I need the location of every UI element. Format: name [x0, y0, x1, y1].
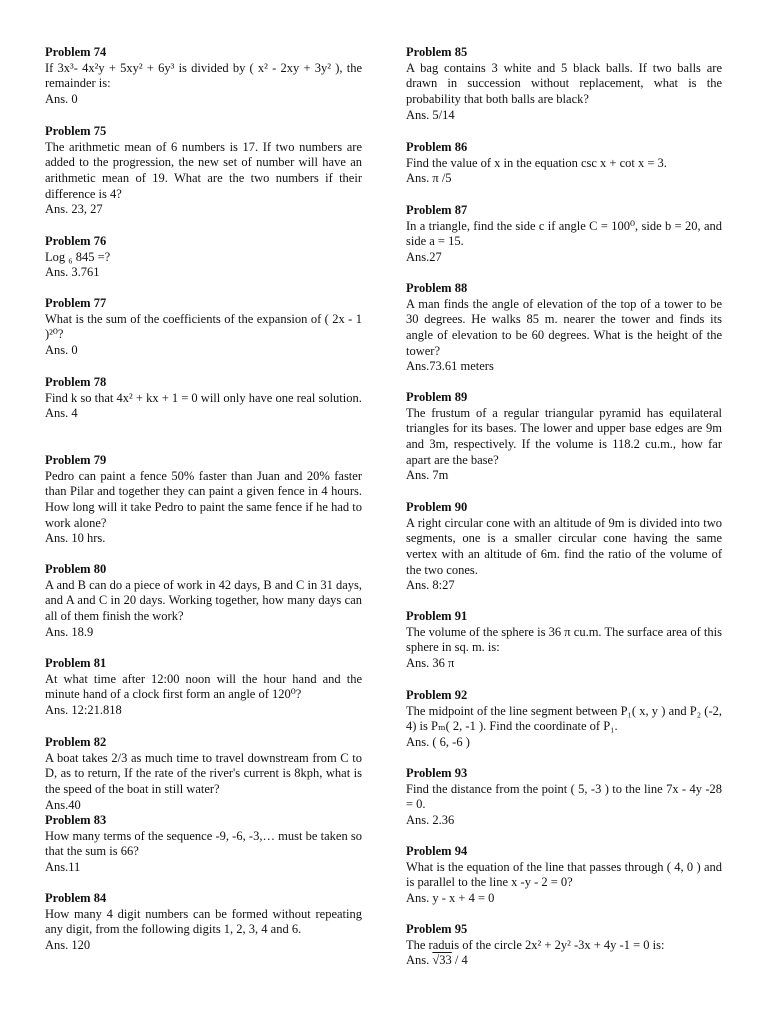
- problem-text: The arithmetic mean of 6 numbers is 17. If two numbers are added to the progression, the new set of number will have an arithmetic mean of 19. What are the two numbers if their difference is 4?: [45, 139, 362, 201]
- problem-title: Problem 93: [406, 766, 468, 780]
- problem-answer: Ans. 23, 27: [45, 202, 103, 217]
- problem-text: The frustum of a regular triangular pyramid has equilateral triangles for its bases. The lower and upper base edges are 9m and 3m, respectively. If the volume is 118.2 cu.m., how far apart are the base?: [406, 405, 722, 467]
- problem-text: A right circular cone with an altitude of 9m is divided into two segments, one is a smaller circular cone having the same vertex with an altitude of 6m. find the ratio of the volume of the two cones.: [406, 515, 722, 577]
- problem-83: [45, 813, 362, 876]
- problem-title: Problem 85: [406, 45, 468, 59]
- problem-answer: [406, 953, 722, 969]
- problem-title: Problem 95: [406, 922, 468, 936]
- problem-80: [45, 562, 362, 640]
- problem-text: What is the sum of the coefficients of the expansion of ( 2x - 1 )²⁰?: [45, 311, 362, 342]
- problem-answer: Ans.27: [406, 249, 442, 264]
- problem-text: A boat takes 2/3 as much time to travel downstream from C to D, as to return, If the rate of the river's current is 8kph, what is the speed of the boat in still water?: [45, 750, 362, 796]
- problem-answer: Ans. 4: [45, 406, 78, 421]
- problem-76: [45, 234, 362, 281]
- problem-text: In a triangle, find the side c if angle C = 100⁰, side b = 20, and side a = 15.: [406, 218, 722, 249]
- problem-75: [45, 124, 362, 218]
- problem-answer: Ans. 120: [45, 937, 91, 952]
- problem-91: [406, 609, 722, 672]
- answer-suffix: / 4: [451, 953, 468, 968]
- problem-text: Log ₆ 845 =?: [45, 249, 111, 264]
- problem-text: Find k so that 4x² + kx + 1 = 0 will only have one real solution.: [45, 390, 362, 405]
- answer-prefix: Ans.: [406, 953, 433, 968]
- problem-title: Problem 86: [406, 140, 468, 154]
- problem-text: If 3x³- 4x²y + 5xy² + 6y³ is divided by ( x² - 2xy + 3y² ), the remainder is:: [45, 60, 362, 91]
- problem-answer: Ans. 2.36: [406, 812, 455, 827]
- problem-78: [45, 375, 362, 422]
- problem-87: [406, 203, 722, 266]
- problem-answer: Ans. 10 hrs.: [45, 531, 106, 546]
- problem-title: Problem 83: [45, 813, 107, 827]
- problem-title: Problem 74: [45, 45, 107, 59]
- problem-81: [45, 656, 362, 719]
- problem-answer: Ans. 36 π: [406, 655, 455, 670]
- problem-answer: Ans. 8:27: [406, 578, 455, 593]
- problem-title: Problem 77: [45, 296, 107, 310]
- problem-title: Problem 80: [45, 562, 107, 576]
- problem-95: [406, 922, 722, 969]
- problem-86: [406, 140, 722, 187]
- problem-text: How many terms of the sequence -9, -6, -3,… must be taken so that the sum is 66?: [45, 828, 362, 859]
- problem-text: Find the distance from the point ( 5, -3 ) to the line 7x - 4y -28 = 0.: [406, 781, 722, 812]
- problem-answer: Ans. 0: [45, 342, 78, 357]
- answer-radical: √33: [432, 953, 452, 968]
- problem-89: [406, 390, 722, 484]
- problem-title: Problem 81: [45, 656, 107, 670]
- problem-text: What is the equation of the line that passes through ( 4, 0 ) and is parallel to the line x -y - 2 = 0?: [406, 859, 722, 890]
- problem-answer: Ans. 12:21.818: [45, 702, 122, 717]
- problem-answer: Ans. 18.9: [45, 624, 94, 639]
- problem-title: Problem 94: [406, 844, 468, 858]
- problem-title: Problem 75: [45, 124, 107, 138]
- problem-74: [45, 45, 362, 108]
- problem-text: The midpoint of the line segment between P₁( x, y ) and P₂ (-2, 4) is Pₘ( 2, -1 ). Find the coordinate of P₁.: [406, 703, 722, 734]
- problem-text: A man finds the angle of elevation of the top of a tower to be 30 degrees. He walks 85 m. nearer the tower and finds its angle of elevation to be 60 degrees. What is the height of the tower?: [406, 296, 722, 358]
- problem-94: [406, 844, 722, 907]
- problem-answer: Ans. 0: [45, 91, 78, 106]
- problem-85: [406, 45, 722, 123]
- problem-text: A bag contains 3 white and 5 black balls. If two balls are drawn in succession without replacement, what is the probability that both balls are black?: [406, 60, 722, 106]
- problem-82: [45, 735, 362, 813]
- problem-title: Problem 78: [45, 375, 107, 389]
- problem-answer: Ans. 7m: [406, 468, 449, 483]
- problem-title: Problem 91: [406, 609, 468, 623]
- problem-title: Problem 89: [406, 390, 468, 404]
- problem-answer: Ans. 3.761: [45, 265, 100, 280]
- problem-title: Problem 90: [406, 500, 468, 514]
- problem-answer: Ans.73.61 meters: [406, 359, 494, 374]
- problem-text: How many 4 digit numbers can be formed without repeating any digit, from the following digits 1, 2, 3, 4 and 6.: [45, 906, 362, 937]
- problem-text: The volume of the sphere is 36 π cu.m. The surface area of this sphere in sq. m. is:: [406, 624, 722, 655]
- problem-answer: Ans.11: [45, 859, 81, 874]
- problem-answer: Ans. 5/14: [406, 107, 455, 122]
- problem-77: [45, 296, 362, 359]
- problem-79: [45, 453, 362, 547]
- problem-92: [406, 688, 722, 751]
- problem-93: [406, 766, 722, 829]
- problem-title: Problem 88: [406, 281, 468, 295]
- problem-title: Problem 87: [406, 203, 468, 217]
- problem-text: A and B can do a piece of work in 42 days, B and C in 31 days, and A and C in 20 days. Working together, how many days can all of them finish the work?: [45, 577, 362, 623]
- problem-88: [406, 281, 722, 375]
- problem-answer: Ans. ( 6, -6 ): [406, 734, 470, 749]
- problem-90: [406, 500, 722, 594]
- problem-answer: Ans.40: [45, 797, 81, 812]
- problem-title: Problem 92: [406, 688, 468, 702]
- problem-84: [45, 891, 362, 954]
- problem-title: Problem 76: [45, 234, 107, 248]
- problem-text: At what time after 12:00 noon will the hour hand and the minute hand of a clock first form an angle of 120⁰?: [45, 671, 362, 702]
- problem-answer: Ans. y - x + 4 = 0: [406, 890, 495, 905]
- problem-text: Pedro can paint a fence 50% faster than Juan and 20% faster than Pilar and together they can paint a given fence in 4 hours. How long will it take Pedro to paint the same fence if he had to work alone?: [45, 468, 362, 530]
- problem-title: Problem 82: [45, 735, 107, 749]
- problem-title: Problem 79: [45, 453, 107, 467]
- problem-text: The raduis of the circle 2x² + 2y² -3x + 4y -1 = 0 is:: [406, 937, 665, 952]
- problem-answer: Ans. π /5: [406, 171, 452, 186]
- problem-text: Find the value of x in the equation csc x + cot x = 3.: [406, 155, 667, 170]
- problem-title: Problem 84: [45, 891, 107, 905]
